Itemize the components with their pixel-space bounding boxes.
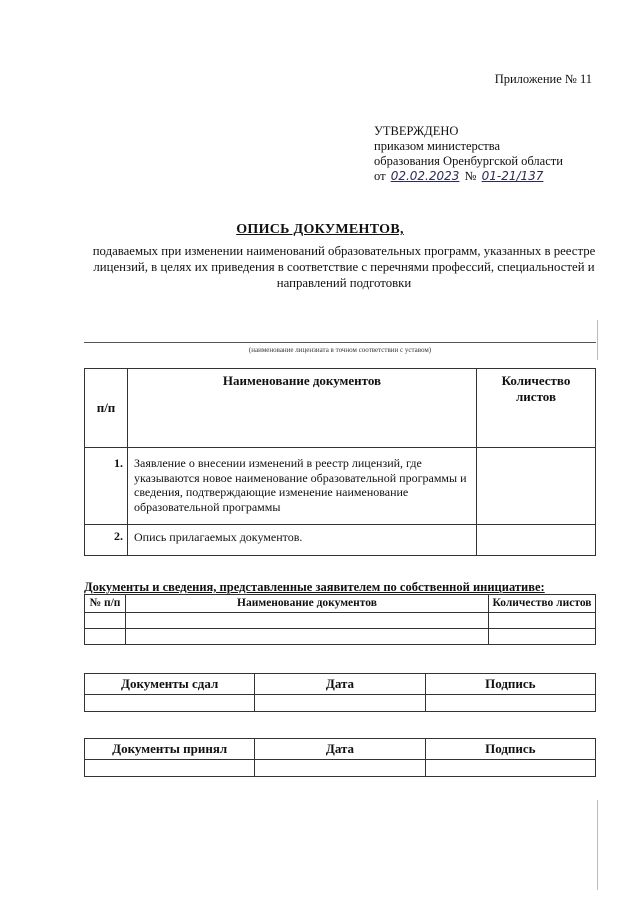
table-row	[85, 448, 596, 525]
licensee-caption: (наименование лицензиата в точном соответствии с уставом)	[248, 346, 432, 354]
cell	[126, 629, 489, 645]
order-prefix: от	[374, 169, 386, 183]
cell	[85, 629, 126, 645]
order-number-label: №	[464, 169, 477, 183]
appendix-number: Приложение № 11	[494, 72, 592, 86]
approved-line: образования Оренбургской области	[374, 154, 563, 168]
order-reference	[374, 169, 563, 184]
initiative-table	[84, 594, 596, 645]
date-label: Дата	[255, 674, 425, 695]
col-qty-header: Количество листов	[477, 369, 596, 448]
col-num-header: № п/п	[85, 595, 126, 613]
order-number: 01-21/137	[481, 169, 544, 183]
cell	[425, 760, 595, 777]
order-date: 02.02.2023	[390, 169, 460, 183]
licensee-name-line	[84, 342, 596, 343]
approval-block	[374, 124, 563, 184]
cell	[425, 695, 595, 712]
signature-label: Подпись	[425, 739, 595, 760]
date-label: Дата	[255, 739, 425, 760]
table-row	[85, 760, 596, 777]
cell	[255, 760, 425, 777]
row-qty	[477, 525, 596, 556]
row-qty	[477, 448, 596, 525]
approved-line: приказом министерства	[374, 139, 501, 153]
col-name-header: Наименование документов	[126, 595, 489, 613]
document-subtitle: подаваемых при изменении наименований образовательных программ, указанных в реестре лицензий, в целях их приведения в соответствие с перечнями профессий, специальностей и направлений подготовки	[92, 244, 596, 290]
cell	[489, 629, 596, 645]
table-row	[85, 695, 596, 712]
approved-line: УТВЕРЖДЕНО	[374, 124, 459, 138]
row-num: 2.	[85, 525, 128, 556]
table-header-row	[85, 369, 596, 448]
table-row	[85, 613, 596, 629]
col-num-header: п/п	[85, 369, 128, 448]
row-text: Заявление о внесении изменений в реестр лицензий, где указываются новое наименование образовательной программы и сведения, подтверждающие изменение наименование образовательной программы	[128, 448, 477, 525]
table-header-row	[85, 595, 596, 613]
signature-label: Подпись	[425, 674, 595, 695]
table-header-row	[85, 674, 596, 695]
received-label: Документы принял	[85, 739, 255, 760]
document-title: ОПИСЬ ДОКУМЕНТОВ,	[236, 222, 404, 237]
row-num: 1.	[85, 448, 128, 525]
cell	[126, 613, 489, 629]
scan-margin-mark	[597, 320, 598, 360]
handed-over-label: Документы сдал	[85, 674, 255, 695]
table-row	[85, 525, 596, 556]
cell	[255, 695, 425, 712]
cell	[489, 613, 596, 629]
cell	[85, 760, 255, 777]
handed-over-table	[84, 673, 596, 712]
documents-table	[84, 368, 596, 556]
initiative-heading: Документы и сведения, представленные заявителем по собственной инициативе:	[84, 580, 545, 594]
table-row	[85, 629, 596, 645]
row-text: Опись прилагаемых документов.	[128, 525, 477, 556]
col-qty-header: Количество листов	[489, 595, 596, 613]
col-name-header: Наименование документов	[128, 369, 477, 448]
scan-margin-mark	[597, 800, 598, 890]
received-table	[84, 738, 596, 777]
cell	[85, 695, 255, 712]
cell	[85, 613, 126, 629]
table-header-row	[85, 739, 596, 760]
